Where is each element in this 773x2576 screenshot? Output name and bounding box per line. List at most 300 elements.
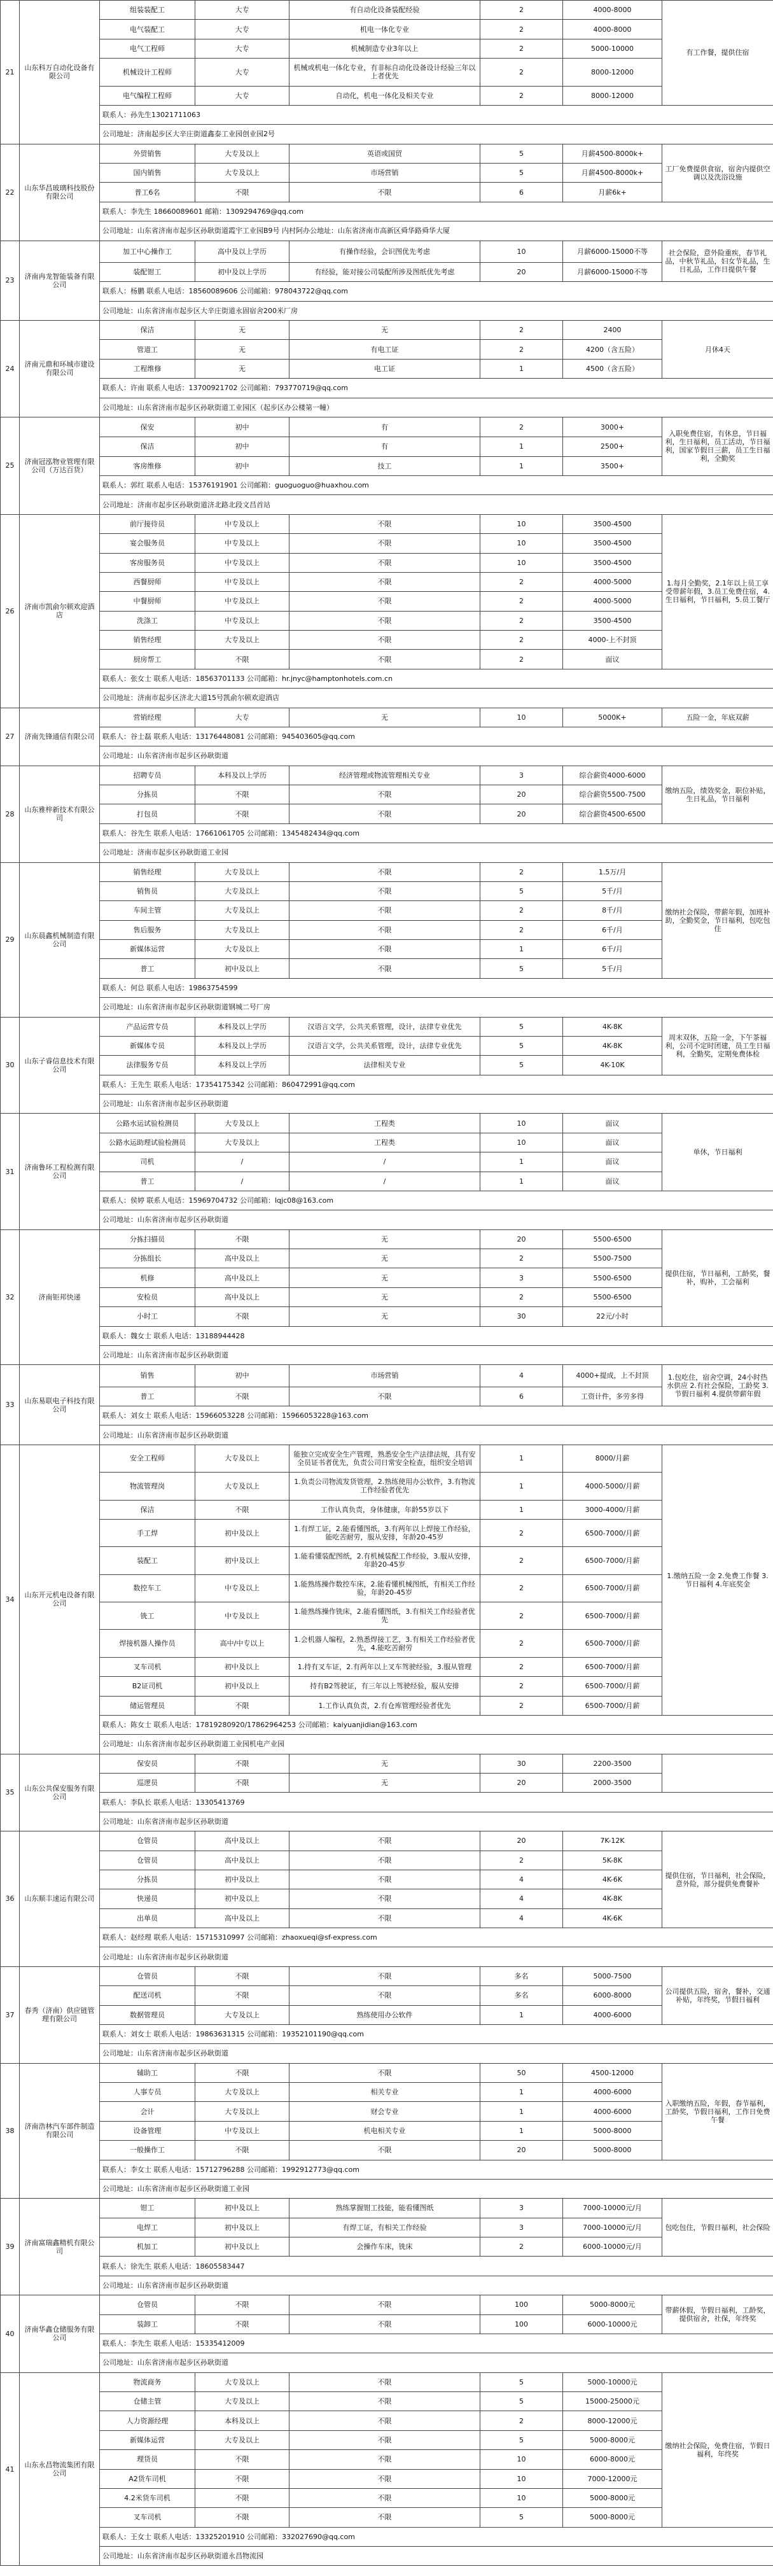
- company-info-row: [1, 398, 773, 417]
- salary: 综合薪资4000-6000: [563, 766, 662, 785]
- headcount: 30: [480, 1307, 563, 1326]
- job-row: [1, 164, 773, 183]
- job-requirement: 无: [289, 1774, 480, 1793]
- education-requirement: 大专: [195, 708, 289, 727]
- job-title: 快递员: [100, 1889, 195, 1908]
- company-info-row: [1, 669, 773, 688]
- company-number: 23: [1, 241, 20, 321]
- job-requirement: 熟练使用办公软件: [289, 2005, 480, 2024]
- job-row: [1, 20, 773, 39]
- company-address: 公司地址：山东省济南市起步区大辛庄街道永固宿舍200米厂房: [100, 301, 773, 320]
- education-requirement: 大专及以上: [195, 2392, 289, 2411]
- salary: 8000-12000: [563, 59, 662, 86]
- job-requirement: 不限: [289, 862, 480, 881]
- job-row: [1, 39, 773, 58]
- job-row: [1, 2488, 773, 2507]
- headcount: 2: [480, 1574, 563, 1602]
- education-requirement: 大专: [195, 1, 289, 20]
- salary: 3000+: [563, 417, 662, 437]
- education-requirement: 大专及以上: [195, 164, 289, 183]
- contact-info: 联系人：李先生 18660089601 邮箱：1309294769@qq.com: [100, 202, 773, 221]
- education-requirement: 初中及以上: [195, 1889, 289, 1908]
- job-requirement: 持有B2驾驶证，有三年以上驾驶经验，服从安排: [289, 1677, 480, 1696]
- job-row: [1, 1986, 773, 2005]
- salary: 4K-8K: [563, 1017, 662, 1036]
- salary: 5千/月: [563, 881, 662, 900]
- job-requirement: 不限: [289, 534, 480, 553]
- salary: 5500-7500: [563, 1249, 662, 1268]
- company-name: 山东雅梓新技术有限公司: [20, 766, 100, 862]
- job-title: 电气编程工程师: [100, 86, 195, 105]
- job-row: [1, 1519, 773, 1546]
- job-requirement: 无: [289, 1249, 480, 1268]
- education-requirement: 不限: [195, 1986, 289, 2005]
- salary: 4K-8K: [563, 1036, 662, 1055]
- education-requirement: 高中及以上: [195, 1908, 289, 1928]
- company-address: 公司地址：山东省济南市起步区孙耿街道: [100, 1425, 773, 1445]
- job-requirement: 无: [289, 1268, 480, 1287]
- education-requirement: 不限: [195, 785, 289, 804]
- job-title: 中餐厨师: [100, 592, 195, 611]
- salary: 4K-10K: [563, 1056, 662, 1075]
- job-row: [1, 1287, 773, 1306]
- job-requirement: 能独立完成安全生产管理，熟悉安全生产法律法规，具有安全员证书者优先，负责公司日常安全检查，组织安全培训: [289, 1445, 480, 1472]
- job-title: 装配钳工: [100, 262, 195, 281]
- salary: 6000-8000元: [563, 2450, 662, 2469]
- job-row: [1, 1630, 773, 1657]
- company-number: 21: [1, 1, 20, 144]
- job-row: [1, 862, 773, 881]
- job-title: 安全工程师: [100, 1445, 195, 1472]
- company-number: 37: [1, 1966, 20, 2063]
- job-row: [1, 2005, 773, 2024]
- company-number: 26: [1, 514, 20, 708]
- headcount: 1: [480, 2083, 563, 2102]
- salary: 4000+提成，上不封顶: [563, 1365, 662, 1387]
- job-requirement: 无: [289, 321, 480, 340]
- job-row: [1, 359, 773, 378]
- education-requirement: 不限: [195, 183, 289, 202]
- education-requirement: 不限: [195, 1754, 289, 1773]
- company-info-row: [1, 689, 773, 708]
- education-requirement: 不限: [195, 1966, 289, 1985]
- company-number: 33: [1, 1365, 20, 1445]
- job-title: 管道工: [100, 340, 195, 359]
- salary: 5500-6500: [563, 1287, 662, 1306]
- salary: 8000-12000: [563, 86, 662, 105]
- job-title: 电气装配工: [100, 20, 195, 39]
- company-number: 29: [1, 862, 20, 1017]
- salary: 工资计件，多劳多得: [563, 1387, 662, 1406]
- education-requirement: 初中及以上: [195, 2237, 289, 2257]
- job-row: [1, 2469, 773, 2488]
- company-name: 济南鲁环工程检测有限公司: [20, 1114, 100, 1229]
- job-title: 保洁: [100, 321, 195, 340]
- job-requirement: 工程类: [289, 1133, 480, 1152]
- company-info-row: [1, 202, 773, 221]
- contact-info: 联系人：陈女士 联系人电话：17819280920/17862964253 公司邮箱：kaiyuanjidian@163.com: [100, 1715, 773, 1734]
- job-title: 营销经理: [100, 708, 195, 727]
- headcount: 1: [480, 940, 563, 959]
- education-requirement: 不限: [195, 2141, 289, 2160]
- company-info-row: [1, 727, 773, 746]
- education-requirement: 初中及以上: [195, 1870, 289, 1889]
- job-row: [1, 1657, 773, 1676]
- salary: 6000-8000: [563, 1986, 662, 2005]
- salary: 6000-10000元: [563, 2314, 662, 2334]
- headcount: 2: [480, 39, 563, 58]
- welfare: 缴纳社会保险，带薪年假，加班补助，全勤奖金，节日福利，包吃包住: [662, 862, 773, 978]
- company-name: 山东子睿信息技术有限公司: [20, 1017, 100, 1114]
- job-requirement: 机电一体化专业: [289, 20, 480, 39]
- salary: 4000-6000: [563, 2083, 662, 2102]
- education-requirement: 大专及以上: [195, 2005, 289, 2024]
- job-row: [1, 1249, 773, 1268]
- contact-info: 联系人：刘女士 联系人电话：15966053228 公司邮箱：15966053228@163.com: [100, 1406, 773, 1425]
- job-title: 电焊工: [100, 2218, 195, 2237]
- headcount: 2: [480, 1630, 563, 1657]
- job-requirement: 不限: [289, 804, 480, 823]
- welfare: 包吃包住，节假日福利，社会保险: [662, 2199, 773, 2257]
- job-row: [1, 1602, 773, 1630]
- welfare: 提供住宿，节日福利，社会保险，意外险，部分提供免费餐补: [662, 1831, 773, 1928]
- education-requirement: 不限: [195, 2469, 289, 2488]
- job-requirement: 有经验，能对接公司装配所涉及图纸优先考虑: [289, 262, 480, 281]
- job-requirement: 不限: [289, 2430, 480, 2449]
- salary: 2000-3500: [563, 1774, 662, 1793]
- job-row: [1, 1754, 773, 1773]
- headcount: 6: [480, 1387, 563, 1406]
- education-requirement: 无: [195, 359, 289, 378]
- headcount: 10: [480, 2488, 563, 2507]
- job-row: [1, 1831, 773, 1851]
- job-row: [1, 514, 773, 533]
- company-info-row: [1, 1191, 773, 1210]
- headcount: 20: [480, 1229, 563, 1249]
- job-title: 售后服务: [100, 920, 195, 939]
- company-info-row: [1, 1735, 773, 1754]
- salary: 4000-8000: [563, 20, 662, 39]
- job-title: 会计: [100, 2102, 195, 2121]
- job-title: 工程维修: [100, 359, 195, 378]
- job-row: [1, 2295, 773, 2314]
- job-title: 焊接机器人操作员: [100, 1630, 195, 1657]
- headcount: 5: [480, 144, 563, 163]
- job-requirement: 不限: [289, 631, 480, 650]
- education-requirement: 大专及以上: [195, 1445, 289, 1472]
- education-requirement: 中专及以上: [195, 572, 289, 591]
- welfare: 缴纳五险，绩效奖金，职位补贴，生日礼品，节日福利: [662, 766, 773, 823]
- welfare: 五险一金，年底双薪: [662, 708, 773, 727]
- job-title: 公路水运助理试验检测员: [100, 1133, 195, 1152]
- salary: 7000-10000元/月: [563, 2199, 662, 2218]
- company-info-row: [1, 379, 773, 398]
- salary: 月薪6000-15000不等: [563, 241, 662, 262]
- job-requirement: 不限: [289, 1870, 480, 1889]
- job-requirement: 不限: [289, 1889, 480, 1908]
- welfare: 社会保险，意外险重疾，春节礼品，中秋节礼品，妇女节礼品，生日礼品，工作日提供午餐: [662, 241, 773, 282]
- job-row: [1, 456, 773, 475]
- job-requirement: /: [289, 1152, 480, 1172]
- job-title: 叉车司机: [100, 2508, 195, 2527]
- job-requirement: 1.工作认真负责，2.有仓库管理经验者优先: [289, 1696, 480, 1715]
- job-title: 钳工: [100, 2199, 195, 2218]
- company-number: 32: [1, 1229, 20, 1365]
- company-number: 35: [1, 1754, 20, 1831]
- job-requirement: 1.能看懂装配图纸，2.有机械装配工作经验，3.服从安排，年龄20-45岁: [289, 1547, 480, 1574]
- headcount: 2: [480, 1287, 563, 1306]
- job-requirement: 有电工证: [289, 340, 480, 359]
- company-info-row: [1, 282, 773, 301]
- company-number: 40: [1, 2295, 20, 2373]
- company-name: 山东易联电子科技有限公司: [20, 1365, 100, 1445]
- job-requirement: 汉语言文学，公共关系管理，设计，法律专业优先: [289, 1017, 480, 1036]
- job-requirement: 不限: [289, 2141, 480, 2160]
- company-info-row: [1, 2547, 773, 2566]
- contact-info: 联系人：许南 联系人电话：13700921702 公司邮箱：793770719@qq.com: [100, 379, 773, 398]
- company-address: 公司地址：山东省济南市起步区孙耿街道: [100, 1947, 773, 1966]
- job-title: 招聘专员: [100, 766, 195, 785]
- job-row: [1, 1774, 773, 1793]
- education-requirement: 本科及以上学历: [195, 1036, 289, 1055]
- job-row: [1, 1133, 773, 1152]
- job-title: 叉车司机: [100, 1657, 195, 1676]
- job-row: [1, 1445, 773, 1472]
- headcount: 5: [480, 2430, 563, 2449]
- job-row: [1, 1056, 773, 1075]
- headcount: 10: [480, 241, 563, 262]
- headcount: 2: [480, 1602, 563, 1630]
- job-requirement: 机械制造专业3年以上: [289, 39, 480, 58]
- job-row: [1, 1036, 773, 1055]
- headcount: 5: [480, 959, 563, 978]
- job-row: [1, 2237, 773, 2257]
- job-title: 销售: [100, 1365, 195, 1387]
- headcount: 5: [480, 2372, 563, 2391]
- headcount: 20: [480, 1774, 563, 1793]
- salary: 6500-7000/月薪: [563, 1519, 662, 1546]
- company-name: 济南华鑫仓储服务有限公司: [20, 2295, 100, 2373]
- education-requirement: 大专及以上: [195, 144, 289, 163]
- job-title: 分拣扫描员: [100, 1229, 195, 1249]
- job-title: 仓管员: [100, 1831, 195, 1851]
- company-address: 公司地址：山东省济南市起步区孙耿街道: [100, 1210, 773, 1229]
- headcount: 30: [480, 1754, 563, 1773]
- headcount: 2: [480, 1851, 563, 1870]
- headcount: 2: [480, 650, 563, 669]
- company-address: 公司地址：山东省济南市起步区孙耿街道: [100, 1095, 773, 1114]
- salary: 月薪6k+: [563, 183, 662, 202]
- job-requirement: 不限: [289, 2450, 480, 2469]
- headcount: 多名: [480, 1966, 563, 1985]
- education-requirement: 中专及以上: [195, 1602, 289, 1630]
- headcount: 5: [480, 881, 563, 900]
- headcount: 10: [480, 2450, 563, 2469]
- company-number: 27: [1, 708, 20, 766]
- job-title: 人事专员: [100, 2083, 195, 2102]
- headcount: 2: [480, 1696, 563, 1715]
- job-row: [1, 2392, 773, 2411]
- headcount: 10: [480, 1133, 563, 1152]
- welfare: 入职缴纳五险，年假，春节福利，工龄奖，节假日福利，工作日免费午餐: [662, 2063, 773, 2160]
- salary: 面议: [563, 1152, 662, 1172]
- job-title: 厨房帮工: [100, 650, 195, 669]
- salary: 6500-7000/月薪: [563, 1696, 662, 1715]
- company-name: 山东公共保安服务有限公司: [20, 1754, 100, 1831]
- education-requirement: 中专及以上: [195, 1574, 289, 1602]
- welfare: 带薪休假，节假日福利，工龄奖，提供宿舍，社保，年终奖: [662, 2295, 773, 2334]
- education-requirement: 不限: [195, 2063, 289, 2082]
- education-requirement: 初中及以上: [195, 2199, 289, 2218]
- headcount: 2: [480, 417, 563, 437]
- company-info-row: [1, 823, 773, 843]
- headcount: 10: [480, 514, 563, 533]
- job-row: [1, 86, 773, 105]
- company-name: 春秀（济南）供应链管理有限公司: [20, 1966, 100, 2063]
- welfare: [662, 1754, 773, 1793]
- education-requirement: 中专及以上: [195, 2121, 289, 2140]
- education-requirement: 初中及以上: [195, 959, 289, 978]
- salary: 5000-10000: [563, 39, 662, 58]
- company-info-row: [1, 2024, 773, 2043]
- company-info-row: [1, 1326, 773, 1345]
- job-title: 机修: [100, 1268, 195, 1287]
- company-address: 公司地址：济南起步区大辛庄街道鑫泰工业园创业园2号: [100, 125, 773, 144]
- salary: 4500（含五险）: [563, 359, 662, 378]
- company-info-row: [1, 1345, 773, 1364]
- job-row: [1, 340, 773, 359]
- company-address: 公司地址：山东省济南市起步区孙耿街道钢城二号厂房: [100, 998, 773, 1017]
- job-requirement: 不限: [289, 1966, 480, 1985]
- salary: 4000-上不封顶: [563, 631, 662, 650]
- job-requirement: 不限: [289, 2314, 480, 2334]
- job-row: [1, 2450, 773, 2469]
- job-requirement: 不限: [289, 2488, 480, 2507]
- company-number: 39: [1, 2199, 20, 2295]
- salary: 4000-8000: [563, 1, 662, 20]
- education-requirement: 大专及以上: [195, 2083, 289, 2102]
- job-row: [1, 1851, 773, 1870]
- job-requirement: 熟练掌握钳工技能，能看懂图纸: [289, 2199, 480, 2218]
- job-title: 普工: [100, 1172, 195, 1191]
- salary: 4200（含五险）: [563, 340, 662, 359]
- headcount: 5: [480, 164, 563, 183]
- job-title: 宴会服务员: [100, 534, 195, 553]
- job-requirement: 不限: [289, 920, 480, 939]
- salary: 5000-8000: [563, 2121, 662, 2140]
- salary: 4000-6000: [563, 2102, 662, 2121]
- salary: 22元/小时: [563, 1307, 662, 1326]
- company-name: 济南浩林汽车部件制造有限公司: [20, 2063, 100, 2199]
- job-requirement: 有操作经验，会识图优先考虑: [289, 241, 480, 262]
- salary: 6000-10000元/月: [563, 2237, 662, 2257]
- job-row: [1, 183, 773, 202]
- job-requirement: 无: [289, 1754, 480, 1773]
- welfare: 公司提供五险，宿舍，餐补，交通补贴，年终奖，节假日福利: [662, 1966, 773, 2024]
- company-info-row: [1, 2160, 773, 2179]
- company-info-row: [1, 1095, 773, 1114]
- job-requirement: 汉语言文学，公共关系管理，设计，法律专业优先: [289, 1036, 480, 1055]
- salary: 15000-25000元: [563, 2392, 662, 2411]
- job-title: 储运管理员: [100, 1696, 195, 1715]
- salary: 5000-8000: [563, 2141, 662, 2160]
- job-requirement: 法律相关专业: [289, 1056, 480, 1075]
- education-requirement: 高中及以上: [195, 1249, 289, 1268]
- job-title: A2货车司机: [100, 2469, 195, 2488]
- salary: 8000-12000元: [563, 2411, 662, 2430]
- salary: 5000-8000元: [563, 2430, 662, 2449]
- job-title: 客房服务员: [100, 553, 195, 572]
- job-row: [1, 785, 773, 804]
- headcount: 2: [480, 1547, 563, 1574]
- company-number: 24: [1, 321, 20, 417]
- job-row: [1, 1574, 773, 1602]
- job-requirement: /: [289, 1172, 480, 1191]
- salary: 5000-10000元: [563, 2372, 662, 2391]
- education-requirement: 高中及以上: [195, 1831, 289, 1851]
- job-title: 配送司机: [100, 1986, 195, 2005]
- job-requirement: 不限: [289, 514, 480, 533]
- job-row: [1, 1870, 773, 1889]
- job-title: 仓管员: [100, 1851, 195, 1870]
- job-requirement: 不限: [289, 1387, 480, 1406]
- contact-info: 联系人：郭红 联系人电话：15376191901 公司邮箱：guoguoguo@huaxhou.com: [100, 476, 773, 495]
- job-row: [1, 144, 773, 163]
- job-requirement: 不限: [289, 1908, 480, 1928]
- company-number: 22: [1, 144, 20, 241]
- contact-info: 联系人：杨鹏 联系人电话：18560089606 公司邮箱：978043722@qq.com: [100, 282, 773, 301]
- company-address: 公司地址：山东省济南市起步区孙耿街道工业园机电产业园: [100, 1735, 773, 1754]
- salary: 7000-10000元/月: [563, 2218, 662, 2237]
- education-requirement: 大专及以上: [195, 1114, 289, 1133]
- salary: 7K-12K: [563, 1831, 662, 1851]
- headcount: 1: [480, 2102, 563, 2121]
- contact-info: 联系人：李队长 联系人电话：13305413769: [100, 1793, 773, 1812]
- headcount: 2: [480, 340, 563, 359]
- job-requirement: 相关专业: [289, 2083, 480, 2102]
- education-requirement: 大专及以上: [195, 2430, 289, 2449]
- salary: 4000-5000: [563, 572, 662, 591]
- education-requirement: /: [195, 1152, 289, 1172]
- job-row: [1, 417, 773, 437]
- headcount: 1: [480, 1152, 563, 1172]
- headcount: 6: [480, 183, 563, 202]
- headcount: 50: [480, 2063, 563, 2082]
- job-requirement: 不限: [289, 881, 480, 900]
- job-title: 国内销售: [100, 164, 195, 183]
- company-number: 34: [1, 1445, 20, 1754]
- headcount: 2: [480, 2411, 563, 2430]
- welfare: 1.缴纳五险一金 2.免费工作餐 3.节日福利 4.年底奖金: [662, 1445, 773, 1715]
- salary: 2500+: [563, 437, 662, 456]
- job-row: [1, 2121, 773, 2140]
- job-row: [1, 2411, 773, 2430]
- welfare: 1.包吃住，宿舍空调，24小时热水供应 2.有社会保险，工龄奖 3.节假日福利 4.提供带薪年假: [662, 1365, 773, 1406]
- company-address: 公司地址：济南市起步区孙耿街道济北路北段文昌首站: [100, 495, 773, 514]
- headcount: 2: [480, 862, 563, 881]
- company-info-row: [1, 476, 773, 495]
- salary: 1.5万/月: [563, 862, 662, 881]
- education-requirement: 不限: [195, 2295, 289, 2314]
- job-requirement: 工作认真负责，身体健康，年龄55岁以下: [289, 1500, 480, 1519]
- company-address: 公司地址：山东省济南市起步区孙耿街道: [100, 1345, 773, 1364]
- contact-info: 联系人：谷士磊 联系人电话：13176448081 公司邮箱：945403605@qq.com: [100, 727, 773, 746]
- job-title: 产品运营专员: [100, 1017, 195, 1036]
- job-title: 保安: [100, 417, 195, 437]
- headcount: 2: [480, 592, 563, 611]
- salary: 4K-6K: [563, 1908, 662, 1928]
- job-row: [1, 1365, 773, 1387]
